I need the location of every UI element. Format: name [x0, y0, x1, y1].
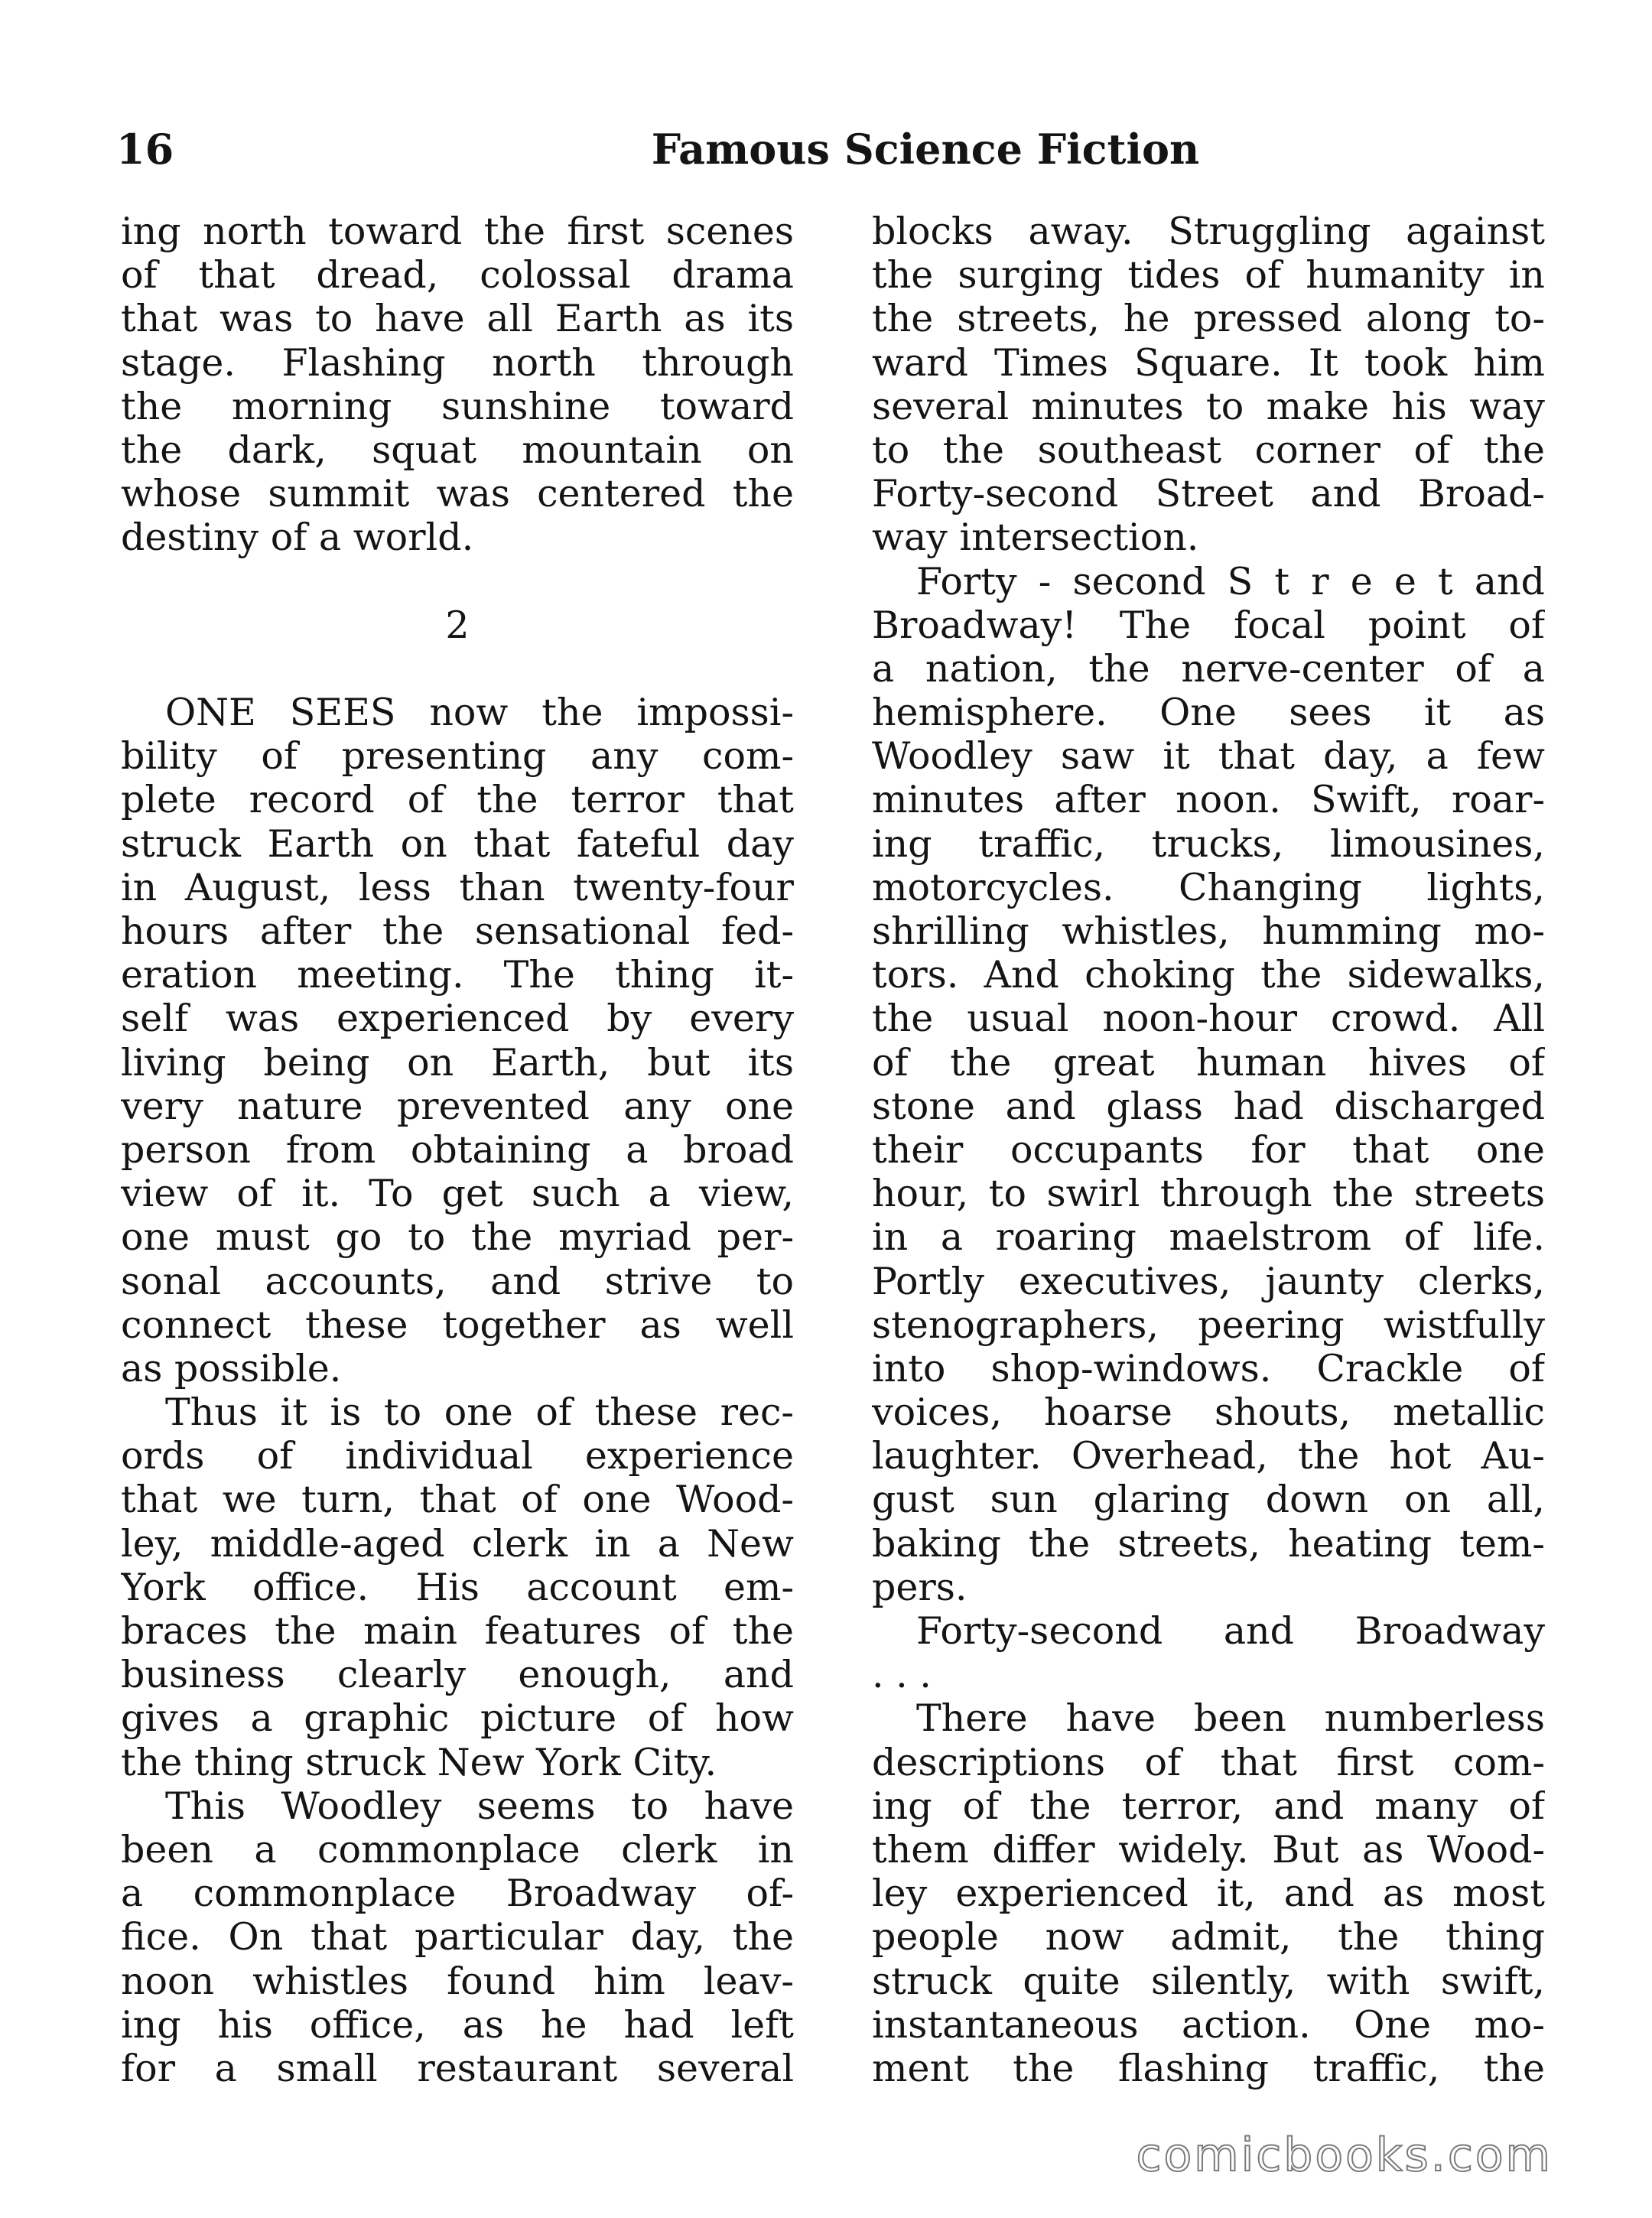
text-line: stone and glass had discharged: [872, 1084, 1545, 1128]
text-line: eration meeting. The thing it-: [121, 953, 794, 997]
text-line: Woodley saw it that day, a few: [872, 734, 1545, 779]
text-line: ment the flashing traffic, the: [872, 2046, 1545, 2090]
text-line: for a small restaurant several: [121, 2046, 794, 2090]
text-line: view of it. To get such a view,: [121, 1172, 794, 1216]
text-line: struck Earth on that fateful day: [121, 821, 794, 866]
text-line: hours after the sensational fed-: [121, 909, 794, 953]
text-line: whose summit was centered the: [121, 472, 794, 516]
text-line: person from obtaining a broad: [121, 1127, 794, 1172]
right-text-column: [872, 210, 1545, 2090]
text-line: the surging tides of humanity in: [872, 253, 1545, 298]
text-line: that was to have all Earth as its: [121, 297, 794, 341]
text-line: a nation, the nerve-center of a: [872, 646, 1545, 691]
text-line: a commonplace Broadway of-: [121, 1872, 794, 1916]
text-line: people now admit, the thing: [872, 1915, 1545, 1959]
text-line: noon whistles found him leav-: [121, 1959, 794, 2003]
text-line: way intersection.: [872, 515, 1199, 560]
text-line: the usual noon-hour crowd. All: [872, 997, 1545, 1041]
text-line: ing of the terror, and many of: [872, 1784, 1545, 1828]
text-line: Broadway! The focal point of: [872, 603, 1545, 647]
text-line: York office. His account em-: [121, 1565, 794, 1609]
text-line: plete record of the terror that: [121, 778, 794, 822]
text-line: as possible.: [121, 1346, 342, 1390]
text-line: them differ widely. But as Wood-: [872, 1827, 1545, 1872]
text-line: There have been numberless: [916, 1696, 1545, 1741]
text-line: Thus it is to one of these rec-: [165, 1390, 794, 1435]
text-line: struck quite silently, with swift,: [872, 1959, 1545, 2003]
text-line: very nature prevented any one: [121, 1084, 794, 1128]
text-line: Forty-second Street and Broad-: [872, 472, 1545, 516]
page-number: 16: [116, 125, 174, 174]
text-line: instantaneous action. One mo-: [872, 2002, 1545, 2047]
text-line: in a roaring maelstrom of life.: [872, 1215, 1545, 1260]
text-line: stage. Flashing north through: [121, 340, 794, 385]
text-line: one must go to the myriad per-: [121, 1215, 794, 1260]
text-line: ley experienced it, and as most: [872, 1872, 1545, 1916]
text-line: pers.: [872, 1565, 967, 1609]
left-text-column: [121, 210, 794, 2090]
text-line: baking the streets, heating tem-: [872, 1521, 1545, 1566]
text-line: business clearly enough, and: [121, 1653, 794, 1697]
text-line: [121, 647, 794, 691]
text-line: This Woodley seems to have: [165, 1784, 794, 1828]
text-line: ONE SEES now the impossi-: [165, 691, 794, 735]
text-line: hemisphere. One sees it as: [872, 691, 1545, 735]
text-line: sonal accounts, and strive to: [121, 1259, 794, 1303]
text-line: ley, middle-aged clerk in a New: [121, 1521, 794, 1566]
section-number: 2: [445, 603, 470, 647]
text-line: the thing struck New York City.: [121, 1740, 717, 1784]
text-line: gives a graphic picture of how: [121, 1696, 794, 1741]
text-line: Portly executives, jaunty clerks,: [872, 1259, 1545, 1303]
text-line: descriptions of that first com-: [872, 1740, 1545, 1784]
text-line: of that dread, colossal drama: [121, 253, 794, 298]
text-line: hour, to swirl through the streets: [872, 1172, 1545, 1216]
text-line: to the southeast corner of the: [872, 428, 1545, 472]
text-line: ords of individual experience: [121, 1434, 794, 1478]
text-line: living being on Earth, but its: [121, 1040, 794, 1085]
text-line: the streets, he pressed along to-: [872, 297, 1545, 341]
text-line: shrilling whistles, humming mo-: [872, 909, 1545, 953]
text-line: the dark, squat mountain on: [121, 428, 794, 472]
text-line: voices, hoarse shouts, metallic: [872, 1390, 1545, 1435]
text-line: ward Times Square. It took him: [872, 340, 1545, 385]
text-line: minutes after noon. Swift, roar-: [872, 778, 1545, 822]
text-line: into shop-windows. Crackle of: [872, 1346, 1545, 1390]
text-line: ing his office, as he had left: [121, 2002, 794, 2047]
text-line: ing north toward the first scenes: [121, 210, 794, 253]
text-line: tors. And choking the sidewalks,: [872, 953, 1545, 997]
text-line: that we turn, that of one Wood-: [121, 1478, 794, 1522]
text-line: motorcycles. Changing lights,: [872, 865, 1545, 909]
text-line: stenographers, peering wistfully: [872, 1303, 1545, 1347]
running-head-title: Famous Science Fiction: [651, 125, 1200, 174]
text-line: . . .: [872, 1653, 932, 1697]
text-line: the morning sunshine toward: [121, 384, 794, 428]
text-line: several minutes to make his way: [872, 384, 1545, 428]
text-line: connect these together as well: [121, 1303, 794, 1347]
text-line: in August, less than twenty-four: [121, 865, 794, 909]
text-line: self was experienced by every: [121, 997, 794, 1041]
watermark-logo: comicbooks.com: [1136, 2129, 1553, 2182]
text-line: bility of presenting any com-: [121, 734, 794, 779]
text-line: fice. On that particular day, the: [121, 1915, 794, 1959]
text-line: ing traffic, trucks, limousines,: [872, 821, 1545, 866]
text-line: gust sun glaring down on all,: [872, 1478, 1545, 1522]
text-line: their occupants for that one: [872, 1127, 1545, 1172]
text-line: braces the main features of the: [121, 1609, 794, 1653]
text-line: Forty - second S t r e e t and: [916, 559, 1545, 603]
text-line: been a commonplace clerk in: [121, 1827, 794, 1872]
text-line: laughter. Overhead, the hot Au-: [872, 1434, 1545, 1478]
text-line: Forty-second and Broadway: [916, 1609, 1545, 1653]
text-line: destiny of a world.: [121, 515, 474, 560]
text-line: [121, 560, 794, 603]
text-line: of the great human hives of: [872, 1040, 1545, 1085]
text-line: blocks away. Struggling against: [872, 210, 1545, 253]
